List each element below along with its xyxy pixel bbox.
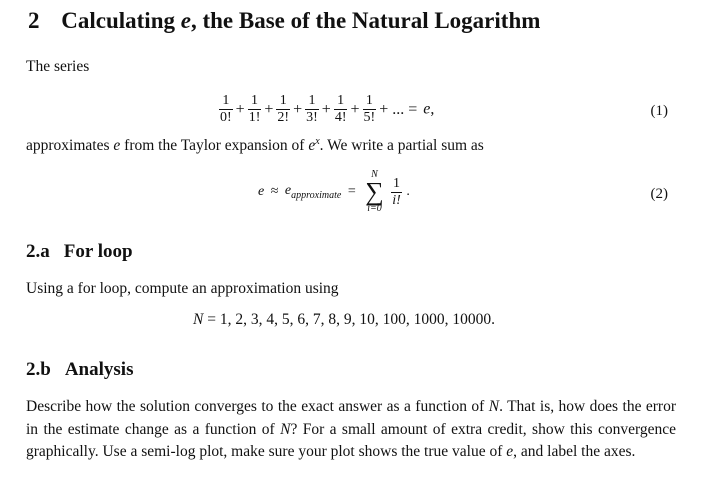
eq1-term: $\frac{1}{4!}$ xyxy=(334,93,347,125)
section-number: 2 xyxy=(28,8,40,33)
section-title-var: e xyxy=(180,8,191,33)
for-loop-text: Using a for loop, compute an approximation using xyxy=(26,280,339,297)
eq1-tail: + ... = xyxy=(379,100,422,118)
eq2-fraction: $\frac{1}{i!}$ xyxy=(392,175,401,208)
eq1-term: $\frac{1}{1!}$ xyxy=(248,93,261,125)
analysis-paragraph: Describe how the solution converges to the exact answer as a function of N. That is, how does the error in the estimate change as a function of N? For a small amount of extra credit, show this convergence graphically. Use a semi-log plot, make sure your plot shows the true value of e, and label the axes. xyxy=(26,398,677,460)
equation-2-number: (2) xyxy=(650,186,668,202)
eq1-term: $\frac{1}{2!}$ xyxy=(277,93,290,125)
intro-text: The series xyxy=(26,58,90,75)
eq1-rhs: e xyxy=(423,100,431,118)
subsection-2b-title: 2.b Analysis xyxy=(26,359,134,380)
equation-1-number: (1) xyxy=(650,103,668,119)
n-values-equation: N = 1, 2, 3, 4, 5, 6, 7, 8, 9, 10, 100, 1000, 10000. xyxy=(193,311,495,328)
eq1-term: $\frac{1}{5!}$ xyxy=(363,93,376,125)
summation: N ∑ i=0 xyxy=(365,169,384,214)
section-title-post: , the Base of the Natural Logarithm xyxy=(190,8,541,33)
equation-1: $\frac{1}{0!}$ + $\frac{1}{1!}$ + $\frac{1}{2!}$ + $\frac{1}{3!}$ + $\frac{1}{4!}$ + $\frac{1}{5!}$ + ... = e, xyxy=(220,93,435,125)
section-title xyxy=(28,8,540,34)
equation-2: $e \approx e_{approximate}$ = N ∑ i=0 $\frac{1}{i!}$ . xyxy=(258,169,410,214)
eq1-term: $\frac{1}{3!}$ xyxy=(306,93,318,125)
subsection-2a-title: 2.a For loop xyxy=(26,241,133,262)
approx-line: approximates e from the Taylor expansion of $e^x$. We write a partial sum as xyxy=(26,136,484,155)
eq1-term: $\frac{1}{0!}$ xyxy=(220,93,232,125)
section-title-pre: Calculating xyxy=(61,8,181,33)
